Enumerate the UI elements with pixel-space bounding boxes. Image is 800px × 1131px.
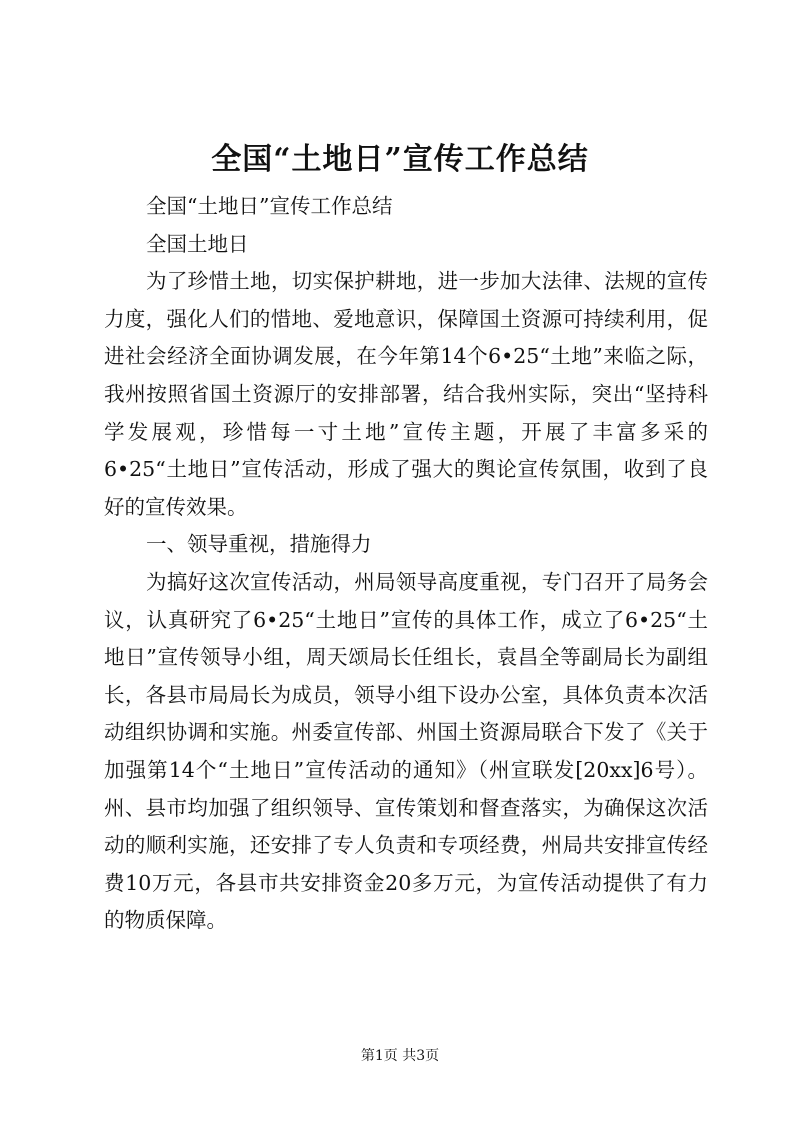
page-footer — [0, 1046, 800, 1066]
paragraph-heading: 全国土地日 — [146, 231, 249, 256]
page-title: 全国“土地日”宣传工作总结 — [211, 142, 589, 177]
document-body — [104, 188, 708, 940]
paragraph-intro: 为了珍惜土地，切实保护耕地，进一步加大法律、法规的宣传力度，强化人们的惜地、爱地意识，保障国土资源可持续利用，促进社会经济全面协调发展，在今年第14个6•25“土地”来临之际，我州按照省国土资源厅的安排部署，结合我州实际，突出“坚持科学发展观，珍惜每一寸土地”宣传主题，开展了丰富多采的6•25“土地日”宣传活动，形成了强大的舆论宣传氛围，收到了良好的宣传效果。 — [104, 269, 708, 519]
paragraph-subtitle: 全国“土地日”宣传工作总结 — [146, 194, 393, 218]
paragraph-section-1: 为搞好这次宣传活动，州局领导高度重视，专门召开了局务会议，认真研究了6•25“土地日”宣传的具体工作，成立了6•25“土地日”宣传领导小组，周天颂局长任组长，袁昌全等副局长为副组长，各县市局局长为成员，领导小组下设办公室，具体负责本次活动组织协调和实施。州委宣传部、州国土资源局联合下发了《关于加强第14个“土地日”宣传活动的通知》（州宣联发[20xx]6号）。州、县市均加强了组织领导、宣传策划和督查落实，为确保这次活动的顺利实施，还安排了专人负责和专项经费，州局共安排宣传经费10万元，各县市共安排资金20多万元，为宣传活动提供了有力的物质保障。 — [104, 569, 708, 933]
section-heading: 一、领导重视，措施得力 — [146, 532, 372, 557]
page-number: 第1页 共3页 — [360, 1048, 440, 1064]
